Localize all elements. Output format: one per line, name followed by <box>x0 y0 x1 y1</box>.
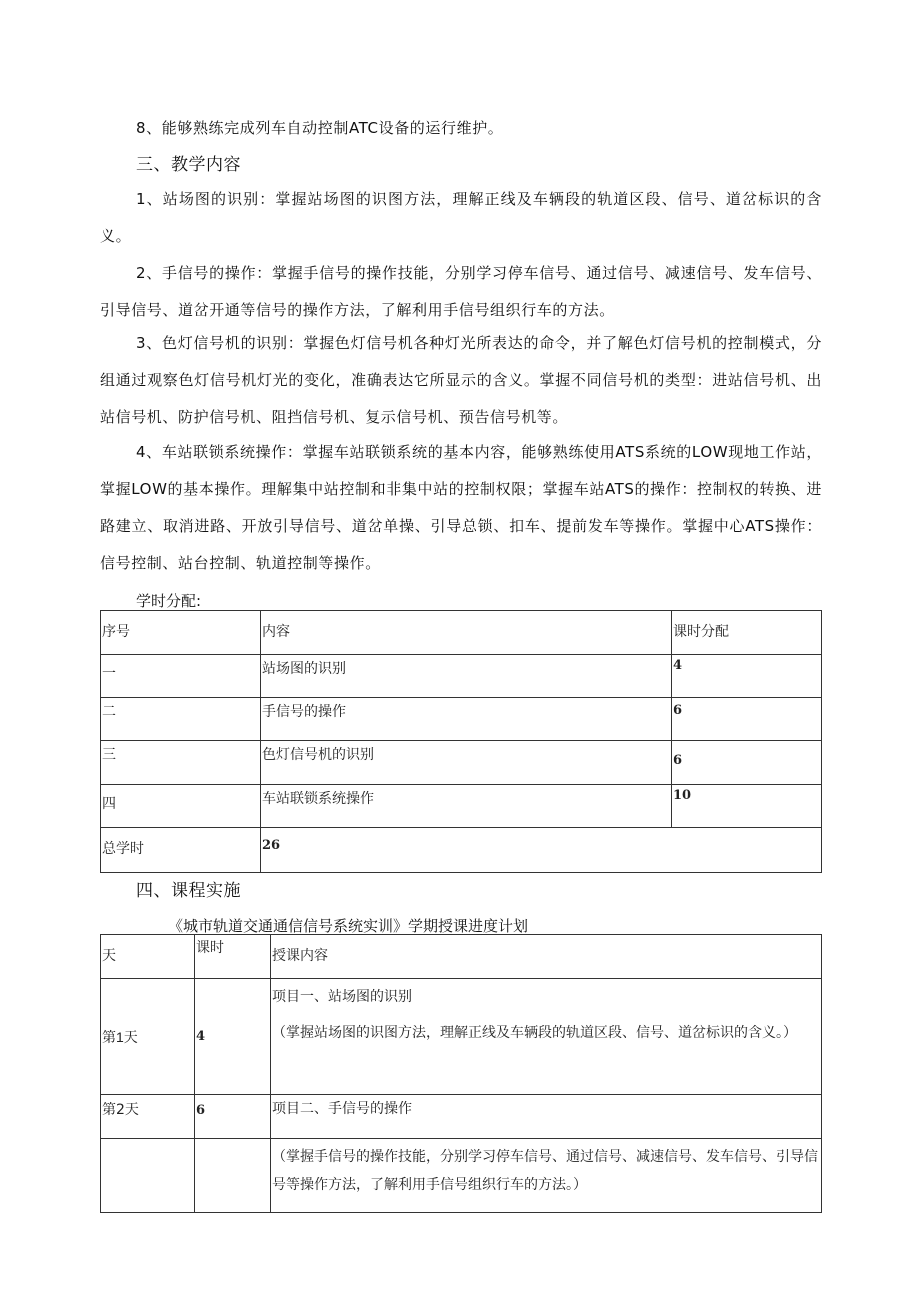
row-day <box>101 1139 195 1213</box>
table-row <box>101 1139 822 1213</box>
row-hours: 10 <box>672 785 822 828</box>
row-hours: 6 <box>195 1095 271 1139</box>
table-row <box>101 655 822 698</box>
row-day-text: 第1天 <box>102 1028 138 1045</box>
table-row <box>101 741 822 785</box>
section4-title: 四、课程实施 <box>136 881 241 901</box>
table-row <box>101 1095 822 1139</box>
row-content <box>271 1095 822 1139</box>
table-row <box>101 979 822 1095</box>
table-row <box>101 698 822 741</box>
content-item-3: 3、色灯信号机的识别：掌握色灯信号机各种灯光所表达的命令，并了解色灯信号机的控制模式，分组通过观察色灯信号机灯光的变化，准确表达它所显示的含义。掌握不同信号机的类型：进站信号机、出站信号机、防护信号机、阻挡信号机、复示信号机、预告信号机等。 <box>100 334 822 426</box>
row-no: 三 <box>101 741 261 785</box>
header-content: 授课内容 <box>271 935 822 979</box>
schedule-table <box>100 934 822 1213</box>
row-content <box>271 979 822 1095</box>
content-item-4: 4、车站联锁系统操作：掌握车站联锁系统的基本内容，能够熟练使用ATS系统的LOW现地工作站，掌握LOW的基本操作。理解集中站控制和非集中站的控制权限；掌握车站ATS的操作：控制权的转换、进路建立、取消进路、开放引导信号、道岔单操、引导总锁、扣车、提前发车等操作。掌握中心ATS操作：信号控制、站台控制、轨道控制等操作。 <box>100 443 822 572</box>
content-item-2: 2、手信号的操作：掌握手信号的操作技能，分别学习停车信号、通过信号、减速信号、发车信号、引导信号、道岔开通等信号的操作方法，了解利用手信号组织行车的方法。 <box>100 264 822 319</box>
row-content: 手信号的操作 <box>261 698 672 741</box>
schedule-header-row <box>101 935 822 979</box>
project-detail: （掌握手信号的操作技能，分别学习停车信号、通过信号、减速信号、发车信号、引导信号等操作方法，了解利用手信号组织行车的方法。） <box>272 1149 818 1193</box>
header-no: 序号 <box>101 611 261 655</box>
header-hours: 课时分配 <box>672 611 822 655</box>
row-day <box>101 979 195 1095</box>
row-no: 一 <box>101 655 261 698</box>
hours-header-row <box>101 611 822 655</box>
total-value: 26 <box>261 828 822 873</box>
row-no: 四 <box>101 785 261 828</box>
hours-caption: 学时分配: <box>136 592 202 610</box>
row-day: 第2天 <box>101 1095 195 1139</box>
table-row <box>101 785 822 828</box>
content-item-1: 1、站场图的识别：掌握站场图的识图方法，理解正线及车辆段的轨道区段、信号、道岔标识的含义。 <box>100 190 822 245</box>
row-content <box>271 1139 822 1213</box>
project-title: 项目二、手信号的操作 <box>272 1101 412 1117</box>
row-hours: 4 <box>672 655 822 698</box>
total-label: 总学时 <box>101 828 261 873</box>
row-hours: 6 <box>672 698 822 741</box>
total-row <box>101 828 822 873</box>
row-no: 二 <box>101 698 261 741</box>
schedule-caption: 《城市轨道交通通信信号系统实训》学期授课进度计划 <box>168 917 529 935</box>
header-hours: 课时 <box>195 935 271 979</box>
row-content: 色灯信号机的识别 <box>261 741 672 785</box>
section3-title: 三、教学内容 <box>136 155 241 175</box>
row-hours <box>195 1139 271 1213</box>
row-content: 车站联锁系统操作 <box>261 785 672 828</box>
intro-item: 8、能够熟练完成列车自动控制ATC设备的运行维护。 <box>136 119 504 137</box>
project-detail: （掌握站场图的识图方法，理解正线及车辆段的轨道区段、信号、道岔标识的含义。） <box>272 1025 797 1041</box>
project-title: 项目一、站场图的识别 <box>272 989 412 1005</box>
hours-table <box>100 610 822 873</box>
header-content: 内容 <box>261 611 672 655</box>
row-hours: 6 <box>672 741 822 785</box>
row-content: 站场图的识别 <box>261 655 672 698</box>
header-day: 天 <box>101 935 195 979</box>
row-hours: 4 <box>195 979 271 1095</box>
